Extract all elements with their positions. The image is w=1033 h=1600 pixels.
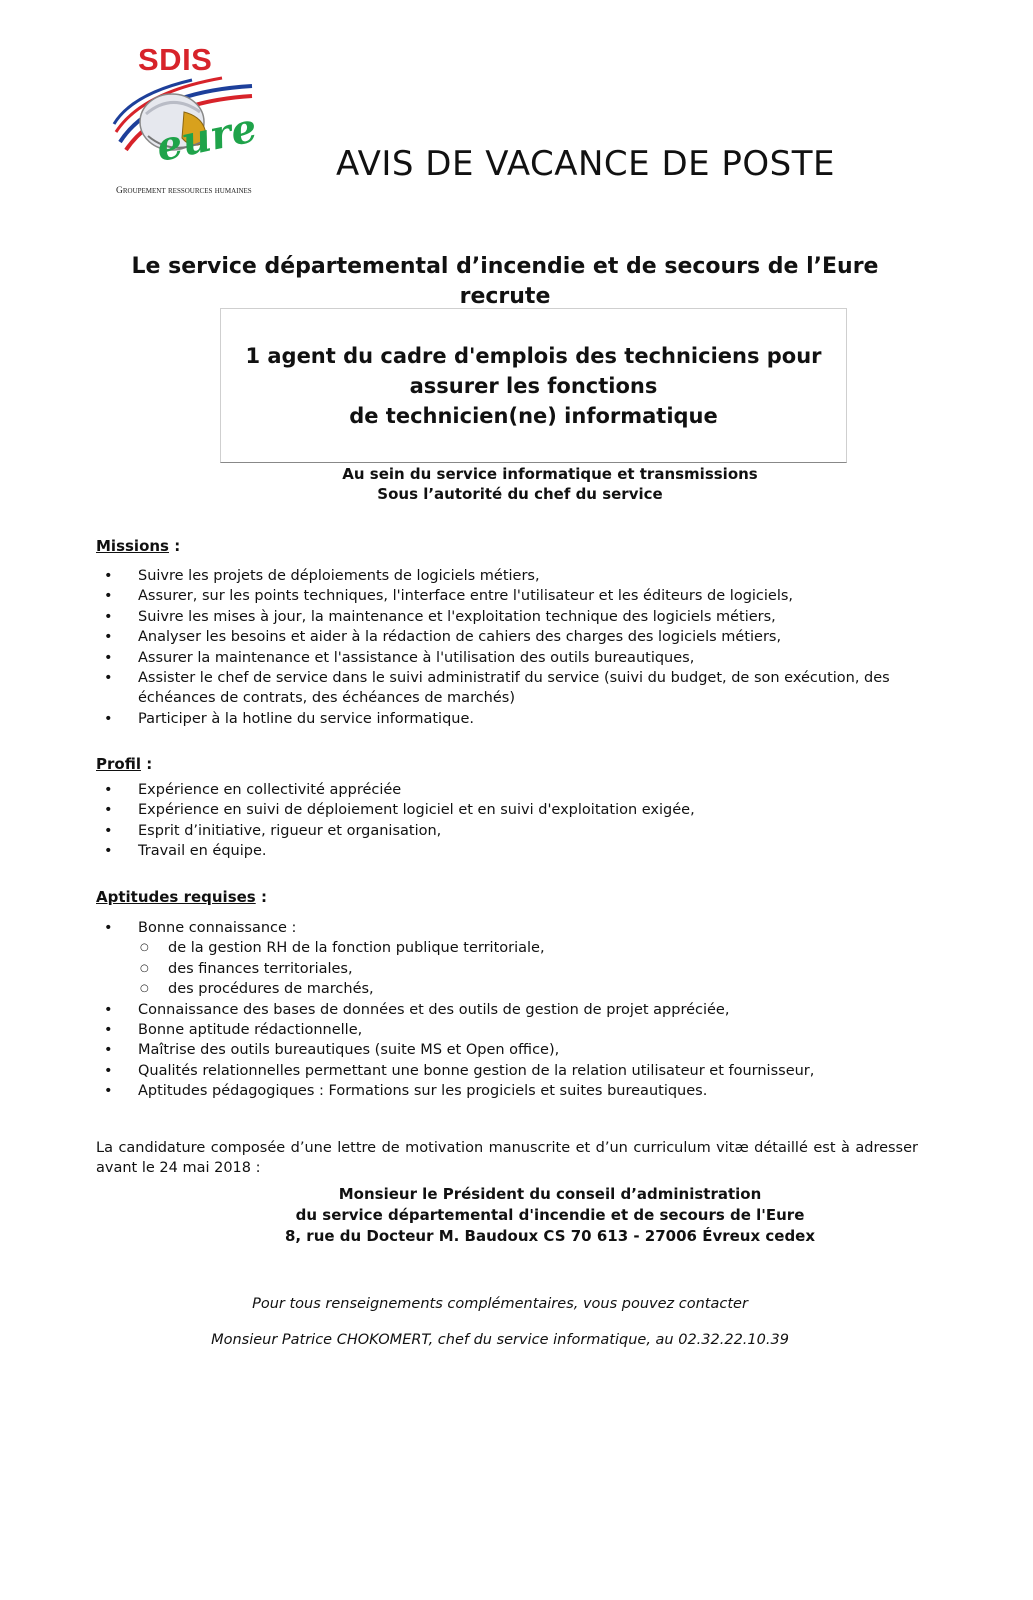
profil-heading: [96, 755, 152, 773]
address-line-1: Monsieur le Président du conseil d’administration: [338, 1185, 762, 1203]
aptitudes-suffix: :: [255, 888, 267, 906]
unit-line-2: Sous l’autorité du chef du service: [377, 485, 663, 503]
aptitudes-heading: [96, 888, 267, 906]
address-line-2: du service départemental d'incendie et de secours de l'Eure: [295, 1206, 805, 1224]
list-item: • Connaissance des bases de données et des outils de gestion de projet appréciée,: [104, 1000, 924, 1020]
list-item: • Participer à la hotline du service informatique.: [104, 709, 924, 729]
bullet-icon: •: [104, 843, 113, 860]
list-item: • Bonne aptitude rédactionnelle,: [104, 1020, 924, 1040]
contact-line-1: Pour tous renseignements complémentaires, vous pouvez contacter: [252, 1296, 748, 1312]
bullet-icon: •: [104, 802, 113, 819]
postal-address: [200, 1184, 900, 1247]
list-item: • Maîtrise des outils bureautiques (suite MS et Open office),: [104, 1040, 924, 1060]
page-title: AVIS DE VACANCE DE POSTE: [336, 144, 836, 184]
bullet-icon: •: [104, 710, 113, 727]
bullet-icon: •: [104, 608, 113, 625]
circle-bullet-icon: ○: [140, 962, 149, 974]
aptitudes-title: Aptitudes requises: [96, 888, 256, 906]
list-item: • Suivre les projets de déploiements de logiciels métiers,: [104, 566, 924, 586]
post-title-box: [220, 308, 847, 463]
bullet-icon: •: [104, 1062, 113, 1079]
missions-heading: [96, 537, 180, 555]
circle-bullet-icon: ○: [140, 983, 149, 995]
list-item: • Aptitudes pédagogiques : Formations sur les progiciels et suites bureautiques.: [104, 1081, 924, 1101]
address-line-3: 8, rue du Docteur M. Baudoux CS 70 613 - 27006 Évreux cedex: [284, 1227, 816, 1245]
bullet-icon: •: [104, 782, 113, 798]
contact-line-2: Monsieur Patrice CHOKOMERT, chef du service informatique, au 02.32.22.10.39: [211, 1332, 789, 1348]
bullet-icon: •: [104, 568, 113, 584]
recruiter-line-2: recrute: [459, 284, 551, 309]
list-item: • Esprit d’initiative, rigueur et organisation,: [104, 821, 924, 841]
bullet-icon: •: [104, 1083, 113, 1100]
bullet-icon: •: [104, 822, 113, 839]
bullet-icon: •: [104, 1022, 113, 1039]
missions-title: Missions: [96, 537, 169, 555]
bullet-icon: •: [104, 588, 113, 605]
bullet-icon: •: [104, 649, 113, 666]
list-item: • Analyser les besoins et aider à la rédaction de cahiers des charges des logiciels métiers,: [104, 627, 924, 647]
list-item: • Assister le chef de service dans le suivi administratif du service (suivi du budget, de son exécution, des échéances de contrats, des échéances de marchés): [104, 670, 890, 707]
missions-list: [104, 566, 924, 729]
bullet-icon: •: [104, 670, 113, 687]
list-item: • Expérience en suivi de déploiement logiciel et en suivi d'exploitation exigée,: [104, 800, 924, 820]
recruiter-line-1: Le service départemental d’incendie et de secours de l’Eure: [131, 254, 879, 279]
list-item: • Bonne connaissance :: [104, 918, 924, 938]
list-item: • Suivre les mises à jour, la maintenance et l'exploitation technique des logiciels métiers,: [104, 607, 924, 627]
unit-line-1: Au sein du service informatique et transmissions: [342, 465, 758, 483]
bullet-icon: •: [104, 920, 113, 936]
logo-subtitle: Groupement ressources humaines: [116, 186, 252, 196]
bullet-icon: •: [104, 1042, 113, 1059]
application-text: La candidature composée d’une lettre de motivation manuscrite et d’un curriculum vitæ détaillé est à adresser avant le 24 mai 2018 :: [96, 1140, 918, 1177]
recruiter-heading: [100, 252, 910, 312]
logo-brand-text: SDIS: [138, 42, 213, 77]
bullet-icon: •: [104, 1001, 113, 1018]
sdis-eure-logo: [112, 42, 282, 202]
logo-script-text: eure: [152, 104, 261, 171]
profil-suffix: :: [140, 755, 153, 773]
profil-title: Profil: [96, 755, 141, 773]
post-title: [221, 341, 846, 431]
sub-list-item: ○ de la gestion RH de la fonction publique territoriale,: [104, 938, 924, 958]
post-line-1: 1 agent du cadre d'emplois des techniciens pour: [245, 344, 822, 368]
post-line-2: assurer les fonctions: [409, 374, 658, 398]
profil-list: [104, 780, 924, 862]
list-item: • Travail en équipe.: [104, 841, 924, 861]
list-item: • Expérience en collectivité appréciée: [104, 780, 924, 800]
sub-list-item: ○ des procédures de marchés,: [104, 979, 924, 999]
list-item: • Assurer la maintenance et l'assistance à l'utilisation des outils bureautiques,: [104, 648, 924, 668]
list-item: • Qualités relationnelles permettant une bonne gestion de la relation utilisateur et fournisseur,: [104, 1061, 924, 1081]
bullet-icon: •: [104, 629, 113, 646]
circle-bullet-icon: ○: [140, 942, 149, 954]
missions-suffix: :: [168, 537, 181, 555]
post-line-3: de technicien(ne) informatique: [349, 404, 718, 428]
sub-list-item: ○ des finances territoriales,: [104, 959, 924, 979]
aptitudes-list: [104, 918, 924, 1102]
list-item: • Assurer, sur les points techniques, l'interface entre l'utilisateur et les éditeurs de logiciels,: [104, 586, 924, 606]
